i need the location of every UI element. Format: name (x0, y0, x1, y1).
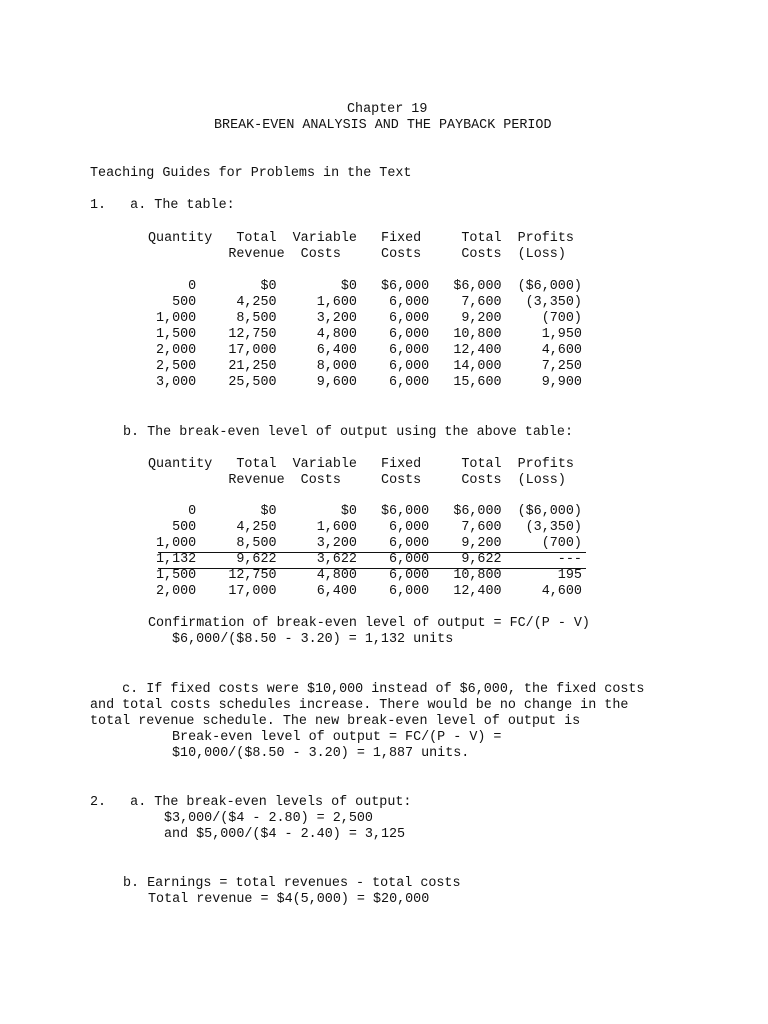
section-title: Teaching Guides for Problems in the Text (90, 166, 412, 181)
problem-1c-line: c. If fixed costs were $10,000 instead of $6,000, the fixed costs (90, 682, 645, 697)
table-row-breakeven: 1,132 9,622 3,622 6,000 9,622 --- (156, 552, 582, 567)
problem-2a-line: and $5,000/($4 - 2.40) = 3,125 (164, 827, 406, 842)
table-row: 0 $0 $0 $6,000 $6,000 ($6,000) (156, 504, 582, 519)
table-row: 500 4,250 1,600 6,000 7,600 (3,350) (156, 520, 582, 535)
table-row: 3,000 25,500 9,600 6,000 15,600 9,900 (156, 375, 582, 390)
problem-2a-label: 2. a. The break-even levels of output: (90, 795, 412, 810)
table-row: 2,000 17,000 6,400 6,000 12,400 4,600 (156, 343, 582, 358)
confirmation-result: $6,000/($8.50 - 3.20) = 1,132 units (172, 632, 454, 647)
problem-1c-result: $10,000/($8.50 - 3.20) = 1,887 units. (172, 746, 470, 761)
table-header-line2: Revenue Costs Costs Costs (Loss) (148, 473, 566, 488)
problem-1c-line: and total costs schedules increase. There would be no change in the (90, 698, 629, 713)
chapter-title: BREAK-EVEN ANALYSIS AND THE PAYBACK PERIOD (214, 118, 552, 133)
confirmation-formula: Confirmation of break-even level of output = FC/(P - V) (148, 616, 590, 631)
table-row: 2,000 17,000 6,400 6,000 12,400 4,600 (156, 584, 582, 599)
problem-2b-label: b. Earnings = total revenues - total costs (123, 876, 461, 891)
table-header-line1: Quantity Total Variable Fixed Total Profits (148, 231, 574, 246)
table-row: 1,000 8,500 3,200 6,000 9,200 (700) (156, 311, 582, 326)
table-row: 1,500 12,750 4,800 6,000 10,800 195 (156, 568, 582, 583)
table-row: 1,000 8,500 3,200 6,000 9,200 (700) (156, 536, 582, 551)
table-row: 2,500 21,250 8,000 6,000 14,000 7,250 (156, 359, 582, 374)
table-header-line1: Quantity Total Variable Fixed Total Profits (148, 457, 574, 472)
table-row: 0 $0 $0 $6,000 $6,000 ($6,000) (156, 279, 582, 294)
table-row: 500 4,250 1,600 6,000 7,600 (3,350) (156, 295, 582, 310)
problem-2b-line: Total revenue = $4(5,000) = $20,000 (148, 892, 430, 907)
table-header-line2: Revenue Costs Costs Costs (Loss) (148, 247, 566, 262)
problem-1c-formula: Break-even level of output = FC/(P - V) = (172, 730, 502, 745)
problem-1a-label: 1. a. The table: (90, 198, 235, 213)
table-row: 1,500 12,750 4,800 6,000 10,800 1,950 (156, 327, 582, 342)
problem-1b-label: b. The break-even level of output using the above table: (123, 425, 573, 440)
chapter-heading: Chapter 19 (347, 102, 428, 117)
problem-2a-line: $3,000/($4 - 2.80) = 2,500 (164, 811, 373, 826)
problem-1c-line: total revenue schedule. The new break-even level of output is (90, 714, 581, 729)
